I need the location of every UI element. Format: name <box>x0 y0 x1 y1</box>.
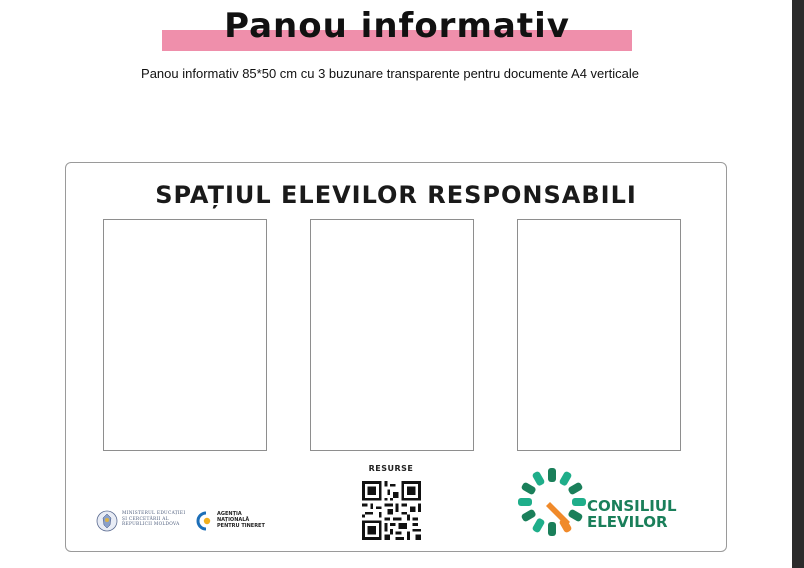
agency-line-3: PENTRU TINERET <box>217 523 265 530</box>
agency-name <box>217 511 277 530</box>
crest-icon <box>96 509 118 533</box>
page-title: Panou informativ <box>224 6 570 46</box>
agency-logo-icon <box>196 511 214 531</box>
info-panel <box>65 162 727 552</box>
council-name <box>587 498 707 530</box>
council-line-1: CONSILIUL <box>587 497 677 515</box>
title-block <box>162 6 632 56</box>
page-subtitle: Panou informativ 85*50 cm cu 3 buzunare transparente pentru documente A4 verticale <box>141 66 639 81</box>
council-logo-icon <box>516 466 588 538</box>
resources-label: RESURSE <box>368 464 414 473</box>
document-pocket-2 <box>310 219 474 451</box>
ministry-name: MINISTERUL EDUCAȚIEI ȘI CERCETĂRII AL REPUBLICII MOLDOVA <box>122 511 186 528</box>
agency-line-2: NAȚIONALĂ <box>217 517 250 524</box>
qr-code-icon[interactable] <box>362 481 421 540</box>
council-line-2: ELEVILOR <box>587 513 668 531</box>
document-pocket-3 <box>517 219 681 451</box>
window-edge <box>792 0 804 568</box>
document-pocket-1 <box>103 219 267 451</box>
agency-line-1: AGENȚIA <box>217 511 242 517</box>
panel-heading: SPAȚIUL ELEVILOR RESPONSABILI <box>155 181 637 209</box>
